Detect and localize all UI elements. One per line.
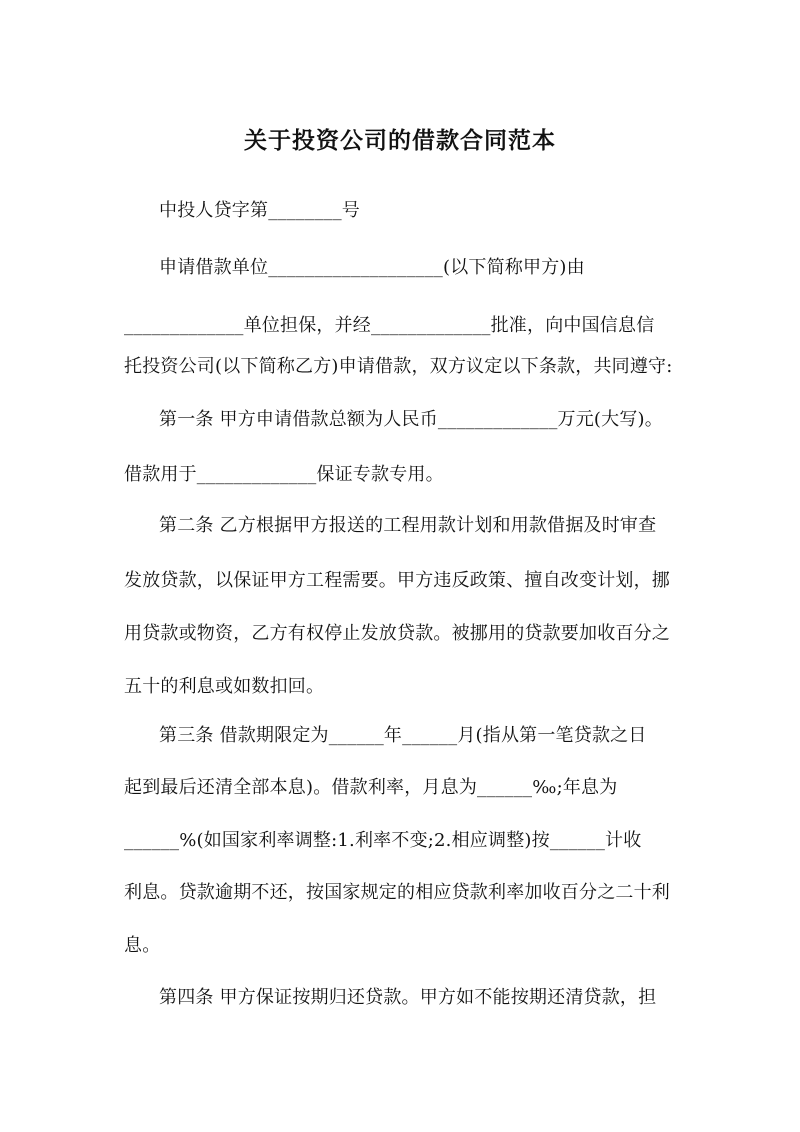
page-title: 关于投资公司的借款合同范本 — [244, 127, 556, 154]
paragraph-line: 托投资公司(以下简称乙方)申请借款，双方议定以下条款，共同遵守: — [124, 356, 673, 377]
paragraph-line: _____________单位担保，并经_____________批准，向中国信息信 — [124, 315, 655, 336]
article-4-line: 第四条 甲方保证按期归还贷款。甲方如不能按期还清贷款，担 — [159, 987, 657, 1008]
article-3-line: ______%(如国家利率调整:1.利率不变;2.相应调整)按______计收 — [124, 830, 642, 851]
article-2-line: 用贷款或物资，乙方有权停止发放贷款。被挪用的贷款要加收百分之 — [124, 623, 670, 644]
article-3-line: 利息。贷款逾期不还，按国家规定的相应贷款利率加收百分之二十利 — [124, 882, 670, 903]
paragraph-line: 申请借款单位___________________(以下简称甲方)由 — [159, 257, 585, 278]
article-3-line: 第三条 借款期限定为______年______月(指从第一笔贷款之日 — [159, 725, 647, 746]
article-1-line: 第一条 甲方申请借款总额为人民币_____________万元(大写)。 — [159, 409, 663, 430]
article-3-line: 起到最后还清全部本息)。借款利率，月息为______‰;年息为 — [124, 777, 618, 798]
article-1-line: 借款用于_____________保证专款专用。 — [124, 464, 444, 485]
article-3-line: 息。 — [124, 935, 161, 956]
article-2-line: 五十的利息或如数扣回。 — [124, 676, 325, 697]
article-2-line: 发放贷款，以保证甲方工程需要。甲方违反政策、擅自改变计划，挪 — [124, 570, 670, 591]
contract-number-line: 中投人贷字第________号 — [159, 200, 360, 221]
article-2-line: 第二条 乙方根据甲方报送的工程用款计划和用款借据及时审查 — [159, 515, 657, 536]
